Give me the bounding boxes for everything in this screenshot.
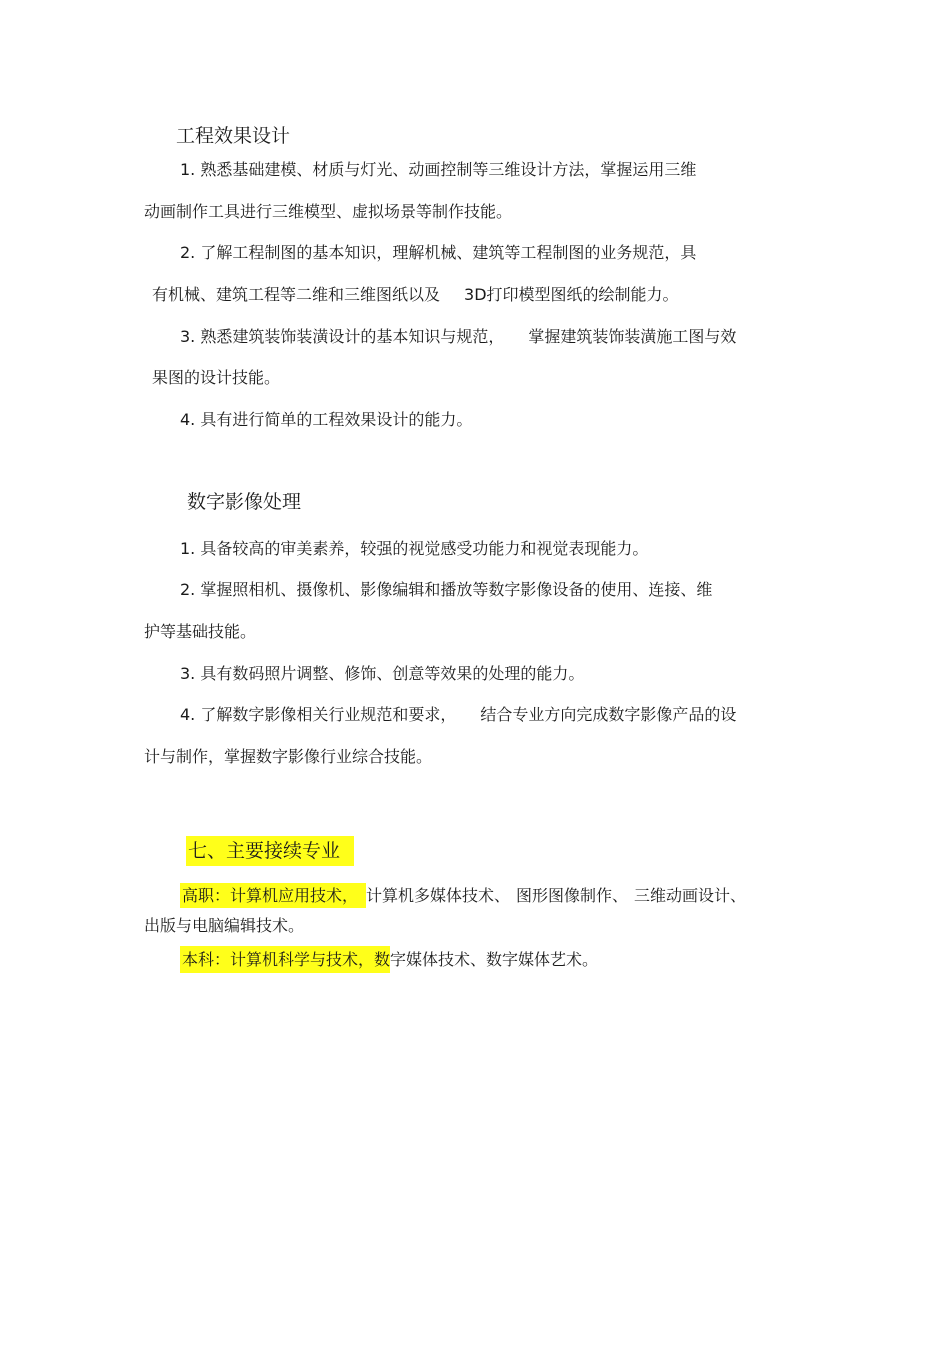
further-benke-rest: 字媒体技术、数字媒体艺术。 bbox=[390, 950, 599, 969]
further-benke-line bbox=[180, 947, 598, 973]
engineering-item-3-line-1-part-b: 掌握建筑装饰装潢施工图与效 bbox=[528, 327, 737, 346]
digital-item-4-line-1 bbox=[180, 705, 736, 725]
digital-item-4-line-1-part-a: 4. 了解数字影像相关行业规范和要求， bbox=[180, 705, 457, 724]
engineering-item-2-line-2 bbox=[152, 285, 679, 305]
further-benke-highlight: 本科：计算机科学与技术，数 bbox=[180, 946, 390, 973]
further-gaozhi-highlight: 高职：计算机应用技术， bbox=[180, 883, 366, 908]
section-title-further: 七、主要接续专业 bbox=[186, 836, 354, 866]
section-title-digital: 数字影像处理 bbox=[187, 491, 302, 513]
digital-item-2-line-2: 护等基础技能。 bbox=[144, 622, 257, 641]
further-gaozhi-rest-1: 计算机多媒体技术、 bbox=[366, 886, 511, 905]
engineering-item-3-line-1 bbox=[180, 327, 736, 347]
further-gaozhi-line-2: 出版与电脑编辑技术。 bbox=[144, 916, 305, 935]
section-title-engineering: 工程效果设计 bbox=[176, 125, 291, 147]
engineering-item-2-line-1: 2. 了解工程制图的基本知识，理解机械、建筑等工程制图的业务规范，具 bbox=[180, 243, 697, 262]
digital-item-4-line-2: 计与制作，掌握数字影像行业综合技能。 bbox=[144, 747, 433, 766]
digital-item-1: 1. 具备较高的审美素养，较强的视觉感受功能力和视觉表现能力。 bbox=[180, 539, 649, 558]
further-gaozhi-rest-3: 三维动画设计、 bbox=[634, 886, 747, 905]
engineering-item-3-line-1-part-a: 3. 熟悉建筑装饰装潢设计的基本知识与规范， bbox=[180, 327, 505, 346]
further-gaozhi-line-1 bbox=[180, 883, 746, 909]
digital-item-4-line-1-part-b: 结合专业方向完成数字影像产品的设 bbox=[480, 705, 737, 724]
engineering-item-3-line-2: 果图的设计技能。 bbox=[152, 368, 281, 387]
engineering-item-1-line-1: 1. 熟悉基础建模、材质与灯光、动画控制等三维设计方法，掌握运用三维 bbox=[180, 160, 697, 179]
engineering-item-1-line-2: 动画制作工具进行三维模型、虚拟场景等制作技能。 bbox=[144, 202, 513, 221]
further-gaozhi-rest-2: 图形图像制作、 bbox=[516, 886, 629, 905]
engineering-item-2-line-2-part-b: 3D打印模型图纸的绘制能力。 bbox=[464, 285, 679, 304]
digital-item-3: 3. 具有数码照片调整、修饰、创意等效果的处理的能力。 bbox=[180, 664, 585, 683]
engineering-item-2-line-2-part-a: 有机械、建筑工程等二维和三维图纸以及 bbox=[152, 285, 441, 304]
engineering-item-4: 4. 具有进行简单的工程效果设计的能力。 bbox=[180, 410, 473, 429]
digital-item-2-line-1: 2. 掌握照相机、摄像机、影像编辑和播放等数字影像设备的使用、连接、维 bbox=[180, 580, 713, 599]
